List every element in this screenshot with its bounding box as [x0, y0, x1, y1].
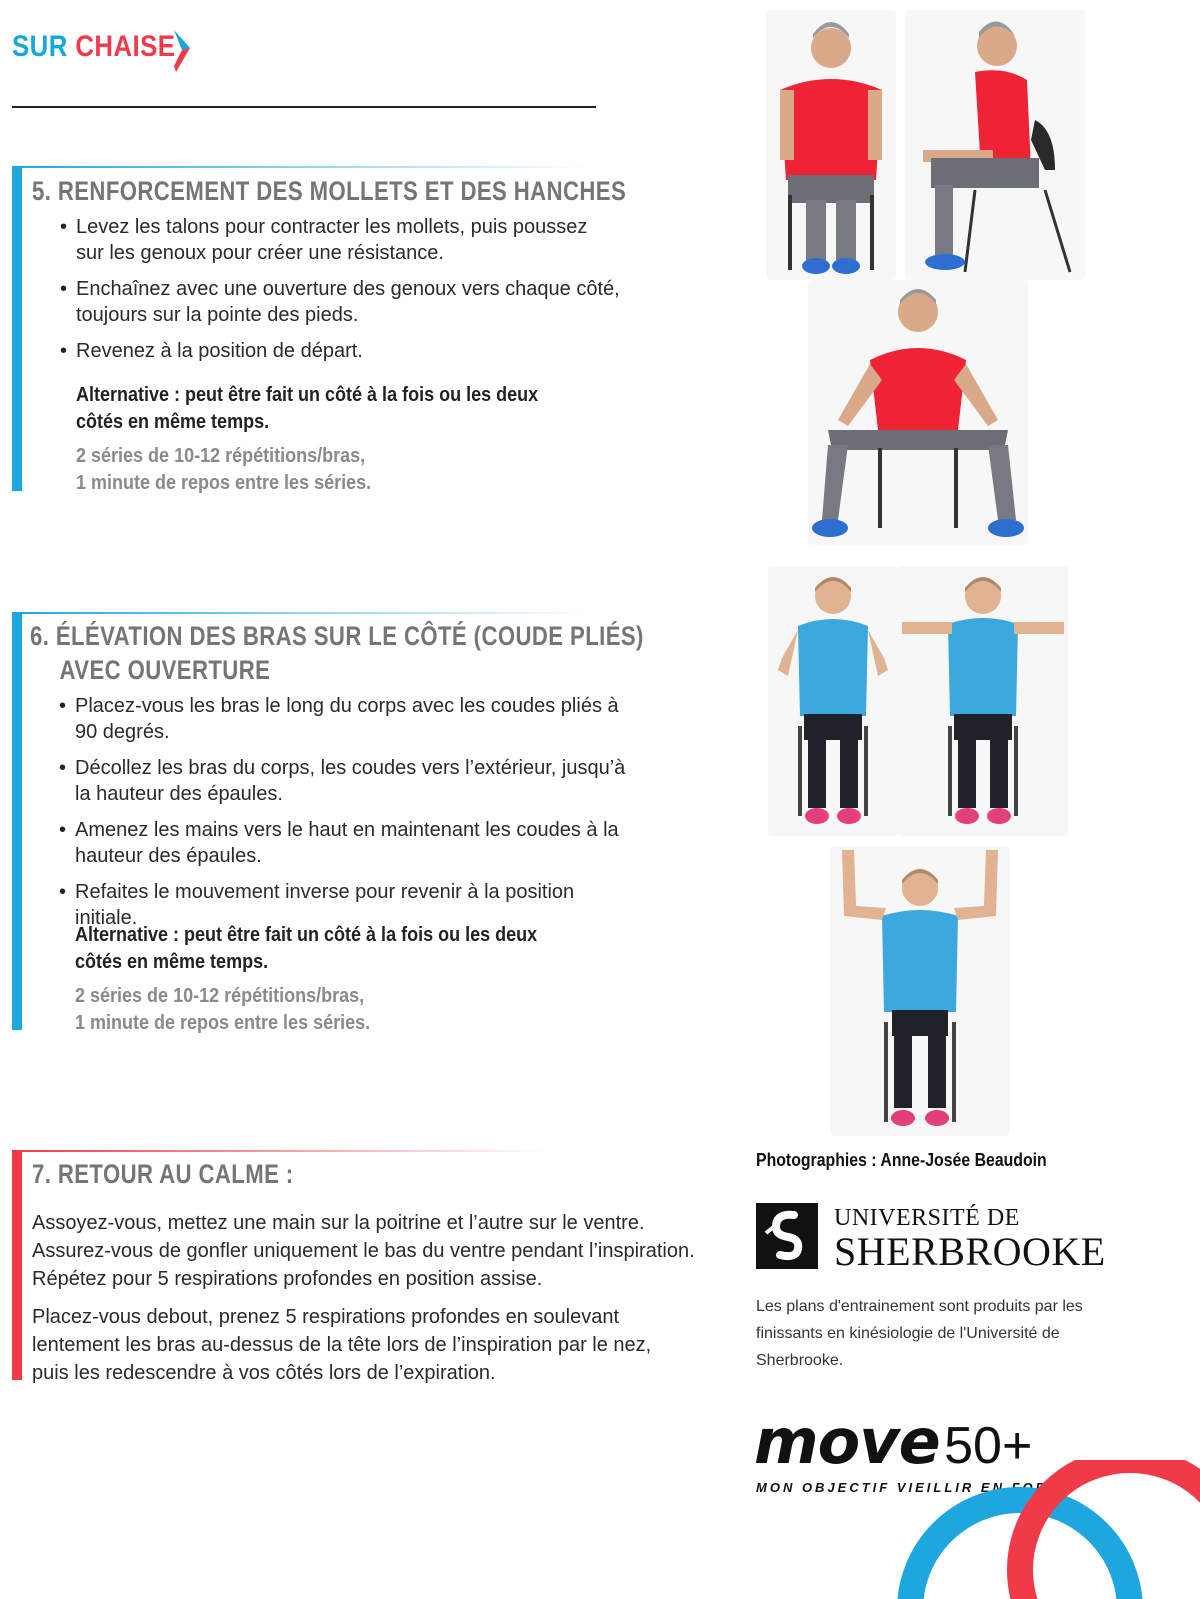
- exercise6-photo-arms-raised: [830, 846, 1010, 1136]
- alternative-line: côtés en même temps.: [75, 951, 269, 973]
- section5-repetitions: [76, 443, 580, 497]
- repetitions-line: 2 séries de 10-12 répétitions/bras,: [75, 985, 365, 1007]
- photo-credit: Photographies : Anne-Josée Beaudoin: [756, 1150, 1047, 1170]
- list-item: • Amenez les mains vers le haut en maintenant les coudes à la hauteur des épaules.: [59, 817, 639, 869]
- section7-accent-bar: [12, 1150, 22, 1380]
- exercise5-photo-knees-open: [808, 280, 1028, 545]
- move50-tagline: MON OBJECTIF VIEILLIR EN FORME: [756, 1480, 1074, 1495]
- section6-alternative: [75, 922, 579, 976]
- section7-paragraph-seated: Assoyez-vous, mettez une main sur la poitrine et l’autre sur le ventre. Assurez-vous de gonfler uniquement le bas du ventre pendant l’inspiration. Répétez pour 5 respirations profondes en position assise.: [32, 1212, 695, 1290]
- repetitions-line: 2 séries de 10-12 répétitions/bras,: [76, 445, 366, 467]
- header-divider: [12, 106, 596, 108]
- list-item: • Décollez les bras du corps, les coudes vers l’extérieur, jusqu’à la hauteur des épaules.: [59, 755, 639, 807]
- list-item: • Revenez à la position de départ.: [60, 338, 620, 364]
- list-item: • Refaites le mouvement inverse pour revenir à la position initiale.: [59, 879, 639, 931]
- list-item: • Placez-vous les bras le long du corps avec les coudes pliés à 90 degrés.: [59, 693, 639, 745]
- exercise6-photo-elbows-bent: [768, 566, 898, 836]
- section5-alternative: [76, 382, 580, 436]
- move50-wordmark: move: [754, 1405, 940, 1478]
- section5-accent-bar: [12, 166, 22, 491]
- alternative-line: Alternative : peut être fait un côté à la fois ou les deux: [75, 924, 538, 946]
- section6-title-line1: 6. ÉLÉVATION DES BRAS SUR LE CÔTÉ (COUDE PLIÉS): [30, 621, 644, 651]
- brand-word-chaise: CHAISE: [75, 30, 176, 63]
- section5-instructions: [60, 214, 620, 374]
- section6-instructions: [59, 693, 639, 941]
- alternative-line: côtés en même temps.: [76, 411, 270, 433]
- alternative-line: Alternative : peut être fait un côté à la fois ou les deux: [76, 384, 539, 406]
- move50-number: 50+: [944, 1417, 1033, 1475]
- section6-repetitions: [75, 983, 579, 1037]
- section5-top-line: [12, 166, 592, 168]
- repetitions-line: 1 minute de repos entre les séries.: [76, 472, 372, 494]
- list-item: • Enchaînez avec une ouverture des genoux vers chaque côté, toujours sur la pointe des pieds.: [60, 276, 620, 328]
- section7-top-line: [12, 1150, 552, 1152]
- section6-title-line2: AVEC OUVERTURE: [59, 655, 271, 685]
- section6-top-line: [12, 612, 592, 614]
- section7-paragraph-standing: Placez-vous debout, prenez 5 respirations profondes en soulevant lentement les bras au-dessus de la tête lors de l’inspiration par le nez, puis les redescendre à vos côtés lors de l’expiration.: [32, 1306, 652, 1384]
- exercise6-photo-arms-side: [898, 566, 1068, 836]
- repetitions-line: 1 minute de repos entre les séries.: [75, 1012, 371, 1034]
- brand-word-sur: SUR: [12, 30, 68, 63]
- program-info: Les plans d'entrainement sont produits par les finissants en kinésiologie de l'Université de Sherbrooke.: [756, 1298, 1083, 1369]
- brand-title: [12, 30, 175, 64]
- exercise5-photo-side-seated: [905, 10, 1085, 280]
- university-name-line1: UNIVERSITÉ DE: [834, 1205, 1020, 1231]
- universite-sherbrooke-logo: [756, 1203, 818, 1269]
- section7-title: 7. RETOUR AU CALME :: [32, 1159, 294, 1189]
- chevron-right-icon: [168, 28, 198, 74]
- list-item: • Levez les talons pour contracter les mollets, puis poussez sur les genoux pour créer une résistance.: [60, 214, 620, 266]
- section6-title: [30, 619, 644, 687]
- section5-title: 5. RENFORCEMENT DES MOLLETS ET DES HANCHES: [32, 176, 627, 206]
- exercise5-photo-front-seated: [766, 10, 896, 280]
- decorative-rings: [880, 1460, 1200, 1599]
- university-name-line2: SHERBROOKE: [834, 1229, 1106, 1274]
- section6-accent-bar: [12, 612, 22, 1030]
